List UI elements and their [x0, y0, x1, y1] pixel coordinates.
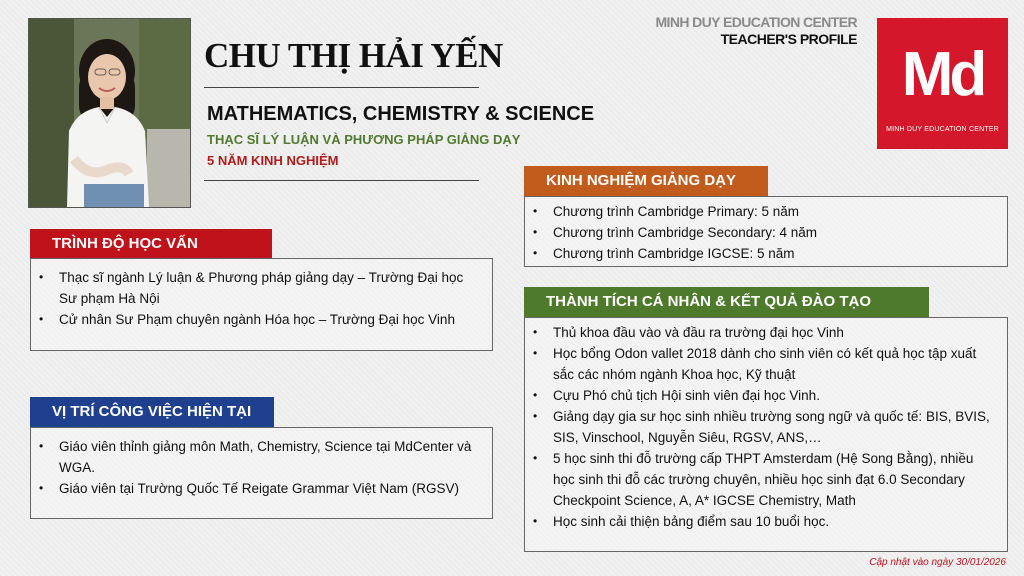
- list-item: • Cựu Phó chủ tịch Hội sinh viên đại học Vinh.: [553, 385, 995, 406]
- list-item: • Học bổng Odon vallet 2018 dành cho sinh viên có kết quả học tập xuất sắc các nhóm ngành Khoa học, Kỹ thuật: [553, 343, 995, 385]
- list-item: • Học sinh cải thiện bảng điểm sau 10 buổi học.: [553, 511, 995, 532]
- position-box: [30, 427, 493, 519]
- brand-logo: [877, 18, 1008, 149]
- list-item: • Giáo viên tại Trường Quốc Tế Reigate Grammar Việt Nam (RGSV): [59, 478, 480, 499]
- subjects-heading: MATHEMATICS, CHEMISTRY & SCIENCE: [207, 103, 595, 125]
- education-box: [30, 258, 493, 351]
- divider: [204, 87, 479, 88]
- list-item: • Thạc sĩ ngành Lý luận & Phương pháp giảng dạy – Trường Đại học Sư phạm Hà Nội: [59, 267, 480, 309]
- teaching-list: [525, 197, 1007, 264]
- list-item: • Thủ khoa đầu vào và đầu ra trường đại học Vinh: [553, 322, 995, 343]
- education-list: [31, 259, 492, 330]
- logo-subtext: MINH DUY EDUCATION CENTER: [886, 126, 999, 133]
- education-title: TRÌNH ĐỘ HỌC VẤN: [30, 229, 272, 259]
- list-item: • Cử nhân Sư Phạm chuyên ngành Hóa học – Trường Đại học Vinh: [59, 309, 480, 330]
- list-item: • Chương trình Cambridge Secondary: 4 năm: [553, 222, 995, 243]
- divider: [204, 180, 479, 181]
- achievements-title: THÀNH TÍCH CÁ NHÂN & KẾT QUẢ ĐÀO TẠO: [524, 287, 929, 317]
- position-list: [31, 428, 492, 499]
- list-item: • Giảng dạy gia sư học sinh nhiều trường song ngữ và quốc tế: BIS, BVIS, SIS, Vinschool, Nguyễn Siêu, RGSV, ANS,…: [553, 406, 995, 448]
- list-item: • Giáo viên thỉnh giảng môn Math, Chemistry, Science tại MdCenter và WGA.: [59, 436, 480, 478]
- teaching-box: [524, 196, 1008, 267]
- teaching-title: KINH NGHIỆM GIẢNG DẠY: [524, 166, 768, 196]
- achievements-list: [525, 318, 1007, 532]
- achievements-box: [524, 317, 1008, 552]
- center-name: MINH DUY EDUCATION CENTER: [655, 14, 857, 30]
- position-title: VỊ TRÍ CÔNG VIỆC HIỆN TẠI: [30, 397, 274, 427]
- list-item: • Chương trình Cambridge Primary: 5 năm: [553, 201, 995, 222]
- teacher-photo: [28, 18, 191, 208]
- list-item: • 5 học sinh thi đỗ trường cấp THPT Amsterdam (Hệ Song Bằng), nhiều học sinh thi đỗ các trường chuyên, nhiều học sinh đạt 6.0 Secondary Checkpoint Science, A, A* IGCSE Chemistry, Math: [553, 448, 995, 511]
- degree-label: THẠC SĨ LÝ LUẬN VÀ PHƯƠNG PHÁP GIẢNG DẠY: [207, 132, 521, 147]
- logo-mark: Md: [901, 40, 984, 109]
- list-item: • Chương trình Cambridge IGCSE: 5 năm: [553, 243, 995, 264]
- experience-label: 5 NĂM KINH NGHIỆM: [207, 153, 339, 168]
- portrait-illustration: [29, 19, 190, 207]
- profile-label: TEACHER'S PROFILE: [720, 31, 857, 47]
- update-date: Cập nhật vào ngày 30/01/2026: [869, 557, 1006, 568]
- teacher-name: CHU THỊ HẢI YẾN: [204, 36, 503, 75]
